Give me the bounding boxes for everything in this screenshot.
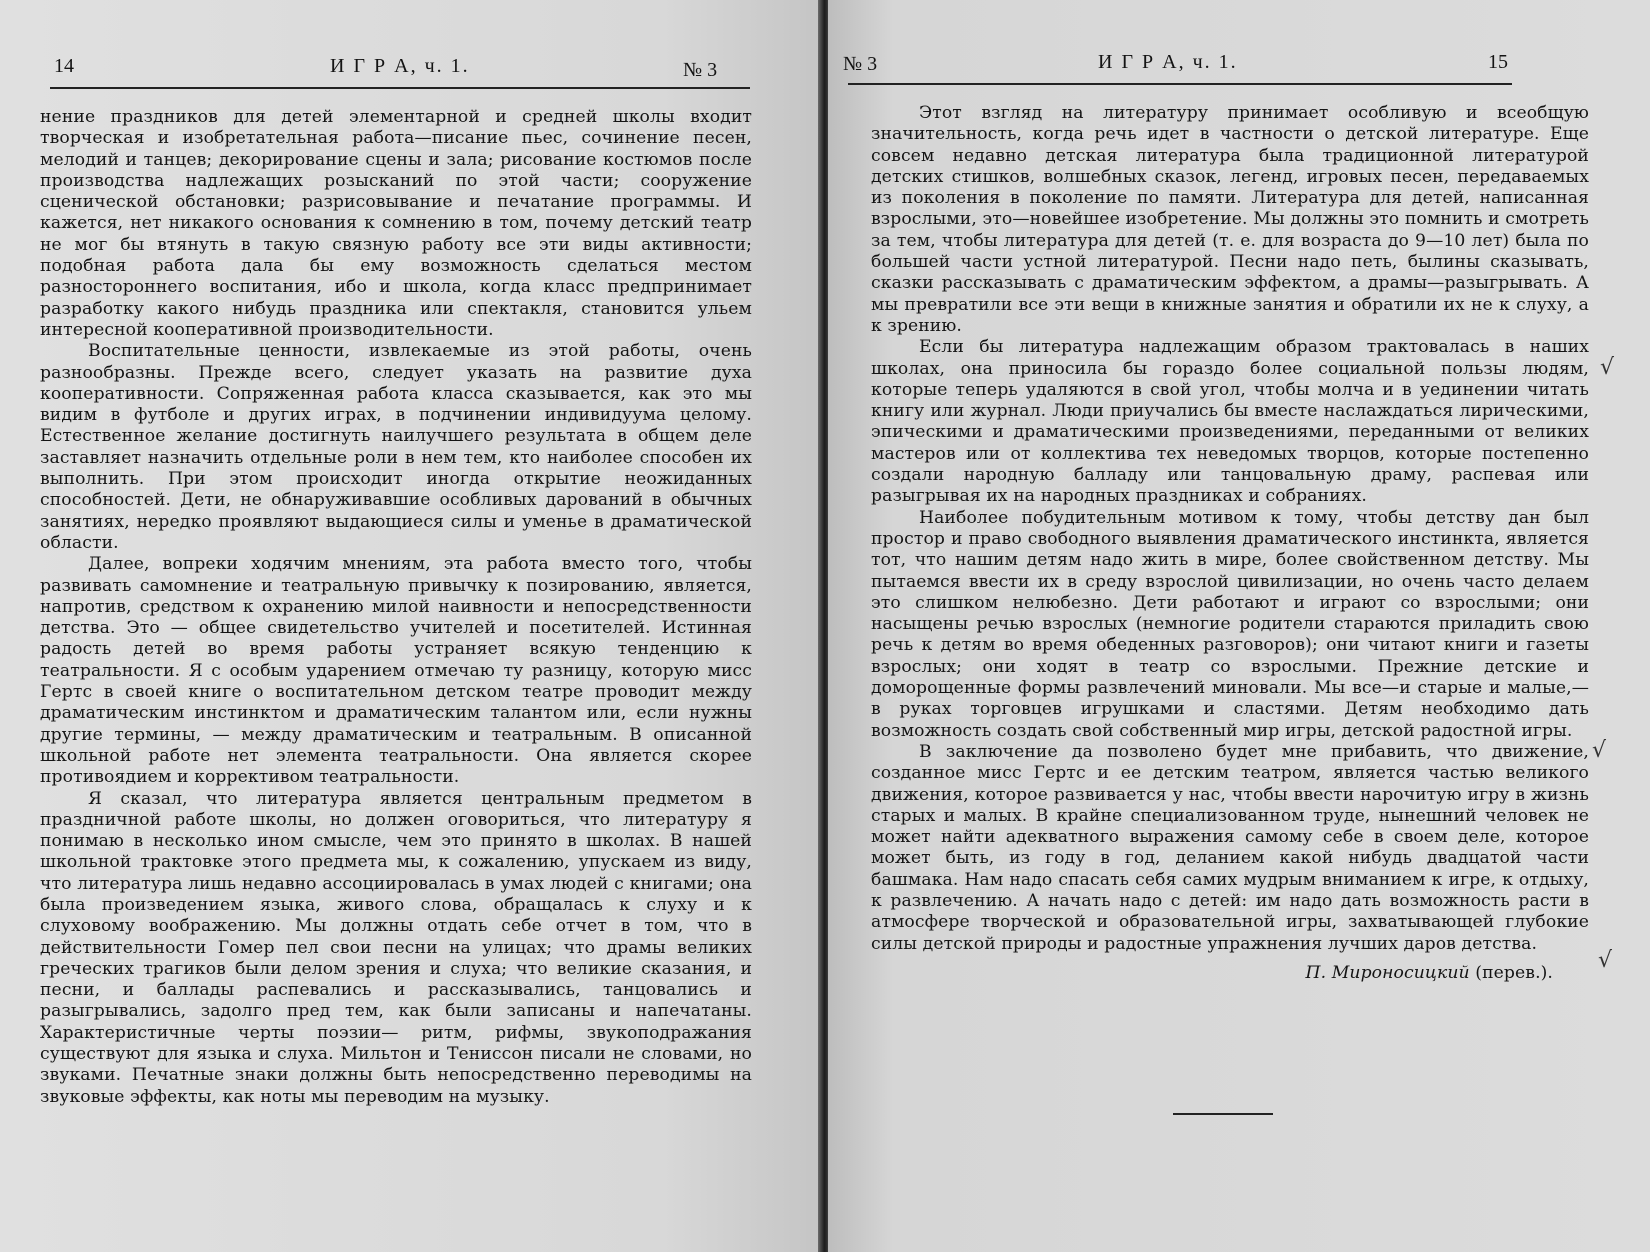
paragraph: Далее, вопреки ходячим мнениям, эта работа вместо того, чтобы развивать самомнение и театральную привычку к позированию, является, напротив, средством к охранению милой наивности и непосредственности детства. Это — общее свидетельство учителей и посетителей. Истинная радость детей во время работы устраняет всякую тенденцию к театральности. Я с особым ударением отмечаю ту разницу, которую мисс Гертс в своей книге о воспитательном детском театре проводит между драматическим инстинктом и драматическим талантом или, если нужны другие термины, — между драматическим и театральным. В описанной школьной работе нет элемента театральности. Она является скорее противоядием и коррективом театральности. — [40, 554, 752, 788]
page-number: 15 — [1488, 51, 1508, 73]
running-title: И Г Р А, ч. 1. — [330, 55, 470, 77]
paragraph: Я сказал, что литература является центральным предметом в праздничной работе школы, но должен оговориться, что литературу я понимаю в несколько ином смысле, чем это принято в школах. В нашей школьной трактовке этого предмета мы, к сожалению, упускаем из виду, что литература лишь недавно ассоциировалась в умах людей с книгами; она была произведением языка, живого слова, обращалась к слуху и к слуховому воображению. Мы должны отдать себе отчет в том, что в действительности Гомер пел свои песни на улицах; что драмы великих греческих трагиков были делом зрения и слуха; что великие сказания, и песни, и баллады распевались и рассказывались, танцовались и разыгрывались, задолго пред тем, как были записаны и напечатаны. Характеристичные черты поэзии— ритм, рифмы, звукоподражания существуют для языка и слуха. Мильтон и Тениссон писали не словами, но звуками. Печатные знаки должны быть непосредственно переводимы на звуковые эффекты, как ноты мы переводим на музыку. — [40, 788, 752, 1107]
paragraph: Этот взгляд на литературу принимает особливую и всеобщую значительность, когда речь идет в частности о детской литературе. Еще совсем недавно детская литература была традиционной литературой детских стишков, волшебных сказок, легенд, игровых песен, передаваемых из поколения в поколение по памяти. Литература для детей, написанная взрослыми, это—новейшее изобретение. Мы должны это помнить и смотреть за тем, чтобы литература для детей (т. е. для возраста до 9—10 лет) была по большей части устной литературой. Песни надо петь, былины сказывать, сказки рассказывать с драматическим эффектом, а драмы—разыгрывать. А мы превратили все эти вещи в книжные занятия и обратили их не к слуху, а к зрению. — [871, 103, 1589, 336]
right-page — [828, 0, 1650, 1252]
paragraph: Воспитательные ценности, извлекаемые из этой работы, очень разнообразны. Прежде всего, следует указать на развитие духа кооперативности. Сопряженная работа класса сказывается, как это мы видим в футболе и других играх, в подчинении индивидуума целому. Естественное желание достигнуть наилучшего результата в общем деле заставляет назначить отдельные роли в нем тем, кто наиболее способен их выполнить. При этом происходит иногда открытие неожиданных способностей. Дети, не обнаруживавшие особливых дарований в обычных занятиях, нередко проявляют выдающиеся силы и уменье в драматической области. — [40, 341, 752, 553]
translator-note: (перев.). — [1475, 962, 1553, 983]
paragraph: нение праздников для детей элементарной и средней школы входит творческая и изобретательная работа—писание пьес, сочинение песен, мелодий и танцев; декорирование сцены и зала; рисование костюмов после производства надлежащих розысканий по этой части; сооружение сценической обстановки; разрисовывание и печатание программы. И кажется, нет никакого основания к сомнению в том, почему детский театр не мог бы втянуть в такую связную работу все эти виды активности; подобная работа дала бы ему возможность сделаться местом разностороннего воспитания, ибо и школа, когда класс предпринимает разработку какого нибудь праздника или спектакля, становится ульем интересной кооперативной производительности. — [40, 107, 752, 340]
page-number: 14 — [54, 55, 74, 77]
margin-checkmark: √ — [1600, 355, 1615, 380]
issue-number: № 3 — [683, 59, 718, 81]
translator-signature — [871, 963, 1589, 984]
header-rule — [848, 83, 1512, 85]
header-rule — [50, 87, 750, 89]
margin-checkmark: √ — [1598, 948, 1613, 973]
running-title: И Г Р А, ч. 1. — [1098, 51, 1238, 73]
translator-name: П. Мироносицкий — [1305, 962, 1470, 983]
left-text-column — [40, 107, 752, 1108]
paragraph: Наиболее побудительным мотивом к тому, чтобы детству дан был простор и право свободного выявления драматического инстинкта, является тот, что нашим детям надо жить в мире, более свойственном детству. Мы пытаемся ввести их в среду взрослой цивилизации, но очень часто делаем это слишком нелюбезно. Дети работают и играют со взрослыми; они насыщены речью взрослых (немногие родители стараются приладить свою речь к детям во время обеденных разговоров); они читают книги и газеты взрослых; они ходят в театр со взрослыми. Прежние детские и доморощенные формы развлечений миновали. Мы все—и старые и малые,— в руках торговцев игрушками и сластями. Детям необходимо дать возможность создать свой собственный мир игры, детской радостной игры. — [871, 507, 1589, 741]
paragraph: В заключение да позволено будет мне прибавить, что движение, созданное мисс Гертс и ее детским театром, является частью великого движения, которое развивается у нас, чтобы ввести нарочитую игру в жизнь старых и малых. В крайне специализованном труде, нынешний человек не может найти адекватного выражения самому себе в своем деле, которое может быть, из году в год, деланием какой нибудь двадцатой части башмака. Нам надо спасать себя самих мудрым вниманием к игре, к отдыху, к развлечению. А начать надо с детей: им надо дать возможность расти в атмосфере творческой и образовательной игры, захватывающей глубокие силы детской природы и радостные упражнения лучших даров детства. — [871, 741, 1589, 954]
paragraph: Если бы литература надлежащим образом трактовалась в наших школах, она приносила бы гораздо более социальной пользы людям, которые теперь удаляются в свой угол, чтобы молча и в уединении читать книгу или журнал. Люди приучались бы вместе наслаждаться лирическими, эпическими и драматическими произведениями, переданными от великих мастеров или от коллектива тех неведомых творцов, которые постепенно создали народную балладу или танцовальную драму, распевая или разыгрывая их на народных праздниках и собраниях. — [871, 337, 1589, 507]
right-text-column — [871, 103, 1589, 984]
end-ornament-rule — [1173, 1113, 1273, 1115]
margin-checkmark: √ — [1592, 738, 1607, 763]
issue-number: № 3 — [843, 53, 878, 75]
